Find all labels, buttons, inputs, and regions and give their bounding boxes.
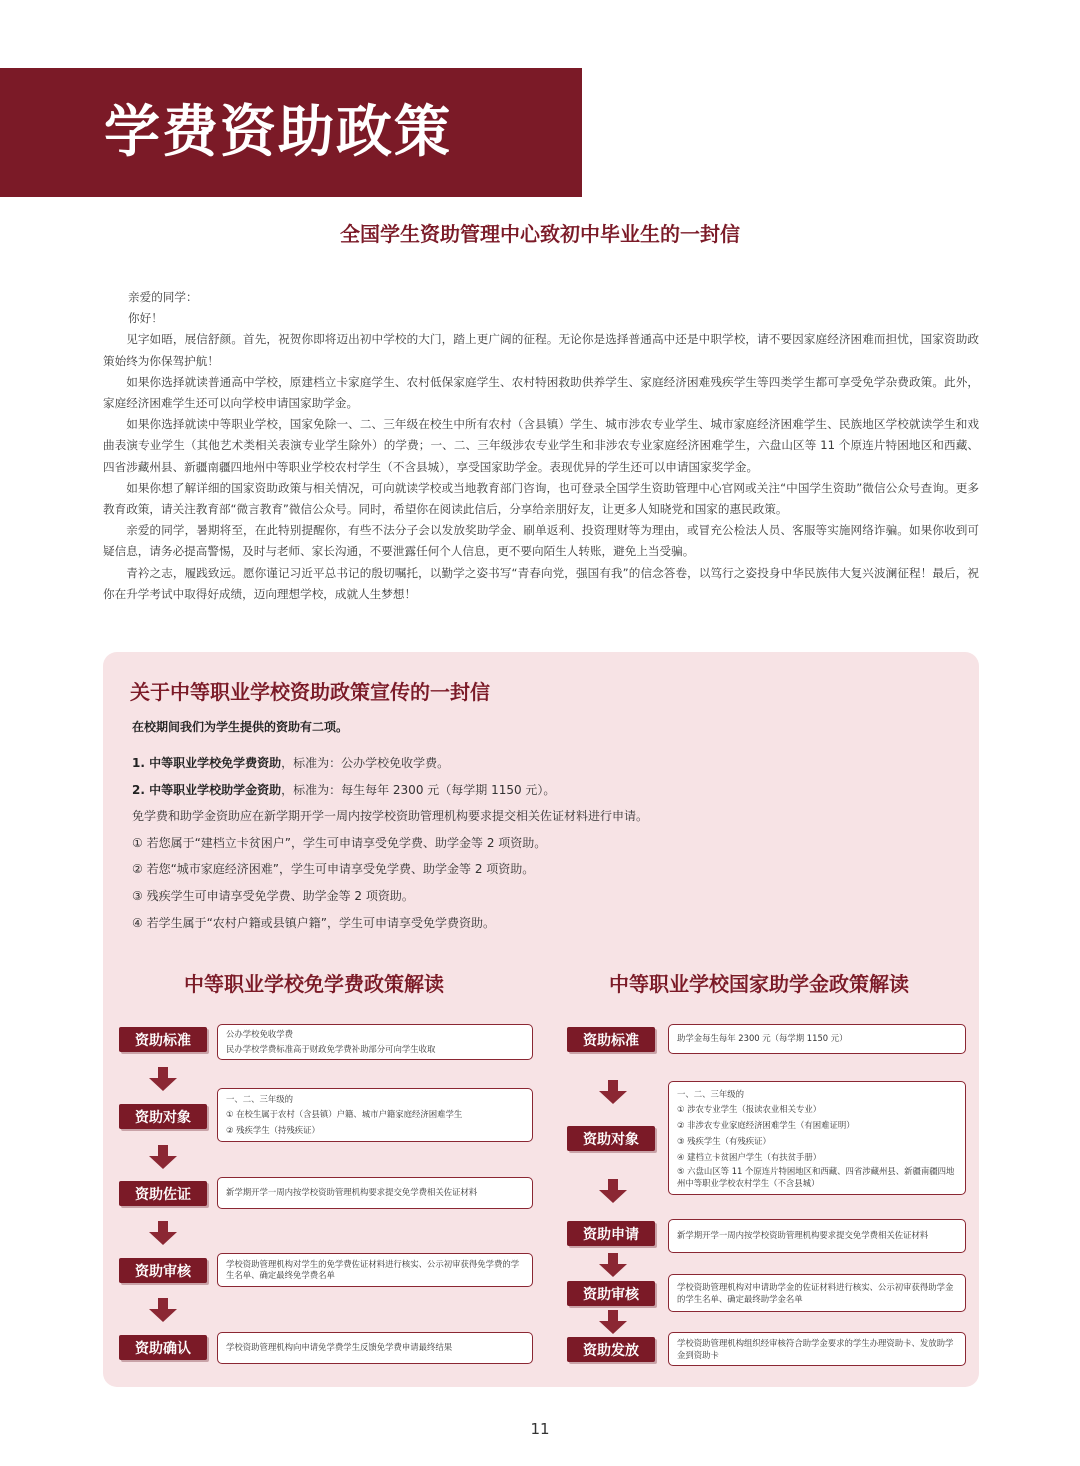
desc-line: ② 残疾学生（持残疾证） (226, 1124, 320, 1135)
down-arrow-icon (149, 1298, 177, 1322)
box-intro: 在校期间我们为学生提供的资助有二项。 (132, 720, 349, 734)
desc-line: ① 在校生属于农村（含县镇）户籍、城市户籍家庭经济困难学生 (226, 1109, 463, 1120)
left-flow-title: 中等职业学校免学费政策解读 (184, 972, 444, 996)
left-step-tag: 资助标准 (119, 1027, 207, 1052)
letter-greeting: 亲爱的同学： (128, 290, 198, 304)
desc-line: ③ 残疾学生（有残疾证） (677, 1135, 771, 1146)
letter-title: 全国学生资助管理中心致初中毕业生的一封信 (340, 222, 740, 246)
policy-item-2-bold: 2. 中等职业学校助学金资助 (132, 782, 282, 797)
right-step-tag: 资助发放 (567, 1337, 655, 1362)
box-title: 关于中等职业学校资助政策宣传的一封信 (130, 680, 490, 704)
desc-line: 新学期开学一周内按学校资助管理机构要求提交免学费相关佐证材料 (226, 1187, 478, 1198)
policy-item-1-text: ，标准为：公办学校免收学费。 (281, 756, 450, 770)
letter-paragraph: 如果你选择就读普通高中学校，原建档立卡家庭学生、农村低保家庭学生、农村特困救助供养学生、家庭经济困难残疾学生等四类学生都可享受免学杂费政策。此外，家庭经济困难学生还可以向学校申请国家助学金。 (103, 374, 979, 411)
desc-line: 一、二、三年级的 (677, 1088, 744, 1099)
letter-body (103, 287, 979, 605)
letter-paragraph: 青衿之志，履践致远。愿你谨记习近平总书记的殷切嘱托，以勤学之姿书写“青春向党，强国有我”的信念答卷，以笃行之姿投身中华民族伟大复兴波澜征程！最后，祝你在升学考试中取得好成绩，迈向理想学校，成就人生梦想！ (103, 565, 979, 601)
down-arrow-icon (599, 1179, 627, 1203)
page-title: 学费资助政策 (104, 99, 452, 165)
left-step-desc (217, 1024, 533, 1060)
left-step-desc (217, 1088, 533, 1142)
desc-line: ④ 建档立卡贫困户学生（有扶贫手册） (677, 1151, 822, 1162)
right-step-desc (668, 1274, 966, 1312)
left-step-tag: 资助对象 (119, 1104, 207, 1129)
down-arrow-icon (149, 1221, 177, 1245)
left-step-tag: 资助佐证 (119, 1181, 207, 1206)
desc-line: 学校资助管理机构对学生的免学费佐证材料进行核实、公示初审获得免学费的学生名单、确定最终免学费名单 (226, 1259, 520, 1280)
desc-line: ② 非涉农专业家庭经济困难学生（有困难证明） (677, 1120, 855, 1131)
policy-item-2-text: ，标准为：每生每年 2300 元（每学期 1150 元）。 (281, 782, 556, 797)
desc-line: 一、二、三年级的 (226, 1093, 293, 1104)
title-banner (0, 68, 582, 197)
down-arrow-icon (149, 1145, 177, 1169)
vocational-policy-box (103, 652, 979, 1387)
desc-line: 助学金每生每年 2300 元（每学期 1150 元） (677, 1033, 848, 1044)
left-step-desc (217, 1253, 533, 1287)
right-step-tag: 资助审核 (567, 1281, 655, 1306)
desc-line: 公办学校免收学费 (226, 1028, 293, 1039)
case-item: ② 若您“城市家庭经济困难”，学生可申请享受免学费、助学金等 2 项资助。 (132, 862, 535, 877)
application-note: 免学费和助学金资助应在新学期开学一周内按学校资助管理机构要求提交相关佐证材料进行申请。 (132, 809, 649, 824)
policy-item-1-bold: 1. 中等职业学校免学费资助 (132, 756, 282, 770)
page-number: 11 (530, 1420, 550, 1438)
desc-line: 学校资助管理机构组织经审核符合助学金要求的学生办理资助卡、发放助学金到资助卡 (677, 1338, 954, 1360)
left-step-desc (217, 1177, 533, 1209)
case-item: ③ 残疾学生可申请享受免学费、助学金等 2 项资助。 (132, 888, 414, 903)
case-item: ④ 若学生属于“农村户籍或县镇户籍”，学生可申请享受免学费资助。 (132, 915, 496, 930)
right-step-tag: 资助对象 (567, 1126, 655, 1151)
letter-paragraph: 亲爱的同学，暑期将至，在此特别提醒你，有些不法分子会以发放奖助学金、刷单返利、投资理财等为理由，或冒充公检法人员、客服等实施网络诈骗。如果你收到可疑信息，请务必提高警惕，及时与老师、家长沟通，不要泄露任何个人信息，更不要向陌生人转账，避免上当受骗。 (103, 523, 979, 559)
box-lines (132, 750, 952, 936)
desc-line: ⑤ 六盘山区等 11 个原连片特困地区和西藏、四省涉藏州县、新疆南疆四地州中等职业学校农村学生（不含县城） (677, 1166, 955, 1189)
desc-line: 新学期开学一周内按学校资助管理机构要求提交免学费相关佐证材料 (677, 1230, 929, 1241)
down-arrow-icon (599, 1253, 627, 1277)
right-step-desc (668, 1219, 966, 1253)
desc-line: 学校资助管理机构对申请助学金的佐证材料进行核实、公示初审获得助学金的学生名单、确定最终助学金名单 (677, 1282, 954, 1304)
right-step-desc (668, 1332, 966, 1366)
left-step-tag: 资助确认 (119, 1335, 207, 1360)
right-step-tag: 资助申请 (567, 1221, 655, 1246)
letter-paragraph: 见字如晤，展信舒颜。首先，祝贺你即将迈出初中学校的大门，踏上更广阔的征程。无论你是选择普通高中还是中职学校，请不要因家庭经济困难而担忧，国家资助政策始终为你保驾护航！ (103, 332, 979, 368)
letter-paragraph: 如果你想了解详细的国家资助政策与相关情况，可向就读学校或当地教育部门咨询，也可登录全国学生资助管理中心官网或关注“中国学生资助”微信公众号查询。更多教育政策，请关注教育部“微言教育”微信公众号。同时，希望你在阅读此信后，分享给亲朋好友，让更多人知晓党和国家的惠民政策。 (103, 480, 979, 517)
left-step-tag: 资助审核 (119, 1258, 207, 1283)
desc-line: ① 涉农专业学生（报读农业相关专业） (677, 1104, 822, 1115)
desc-line: 民办学校学费标准高于财政免学费补助部分可向学生收取 (226, 1044, 436, 1054)
policy-item-2 (132, 777, 952, 804)
left-step-desc (217, 1332, 533, 1364)
down-arrow-icon (599, 1310, 627, 1334)
right-step-desc (668, 1024, 966, 1054)
letter-hello: 你好！ (128, 311, 163, 326)
letter-paragraph: 如果你选择就读中等职业学校，国家免除一、二、三年级在校生中所有农村（含县镇）学生、城市涉农专业学生、城市家庭经济困难学生、民族地区学校就读学生和戏曲表演专业学生（其他艺术类相关表演专业学生除外）的学费；一、二、三年级涉农专业学生和非涉农专业家庭经济困难学生，六盘山区等 11 个原连片特困地区和西藏、四省涉藏州县、新疆南疆四地州中等职业学校农村学生（不含县城），享受国家助学金。表现优异的学生还可以申请国家奖学金。 (103, 417, 979, 474)
down-arrow-icon (599, 1080, 627, 1104)
desc-line: 学校资助管理机构向申请免学费学生反馈免学费申请最终结果 (226, 1342, 453, 1353)
case-item: ① 若您属于“建档立卡贫困户”，学生可申请享受免学费、助学金等 2 项资助。 (132, 835, 547, 850)
right-step-desc (668, 1081, 966, 1195)
right-flow-title: 中等职业学校国家助学金政策解读 (609, 972, 909, 996)
policy-item-1 (132, 750, 952, 777)
right-step-tag: 资助标准 (567, 1027, 655, 1052)
down-arrow-icon (149, 1067, 177, 1091)
